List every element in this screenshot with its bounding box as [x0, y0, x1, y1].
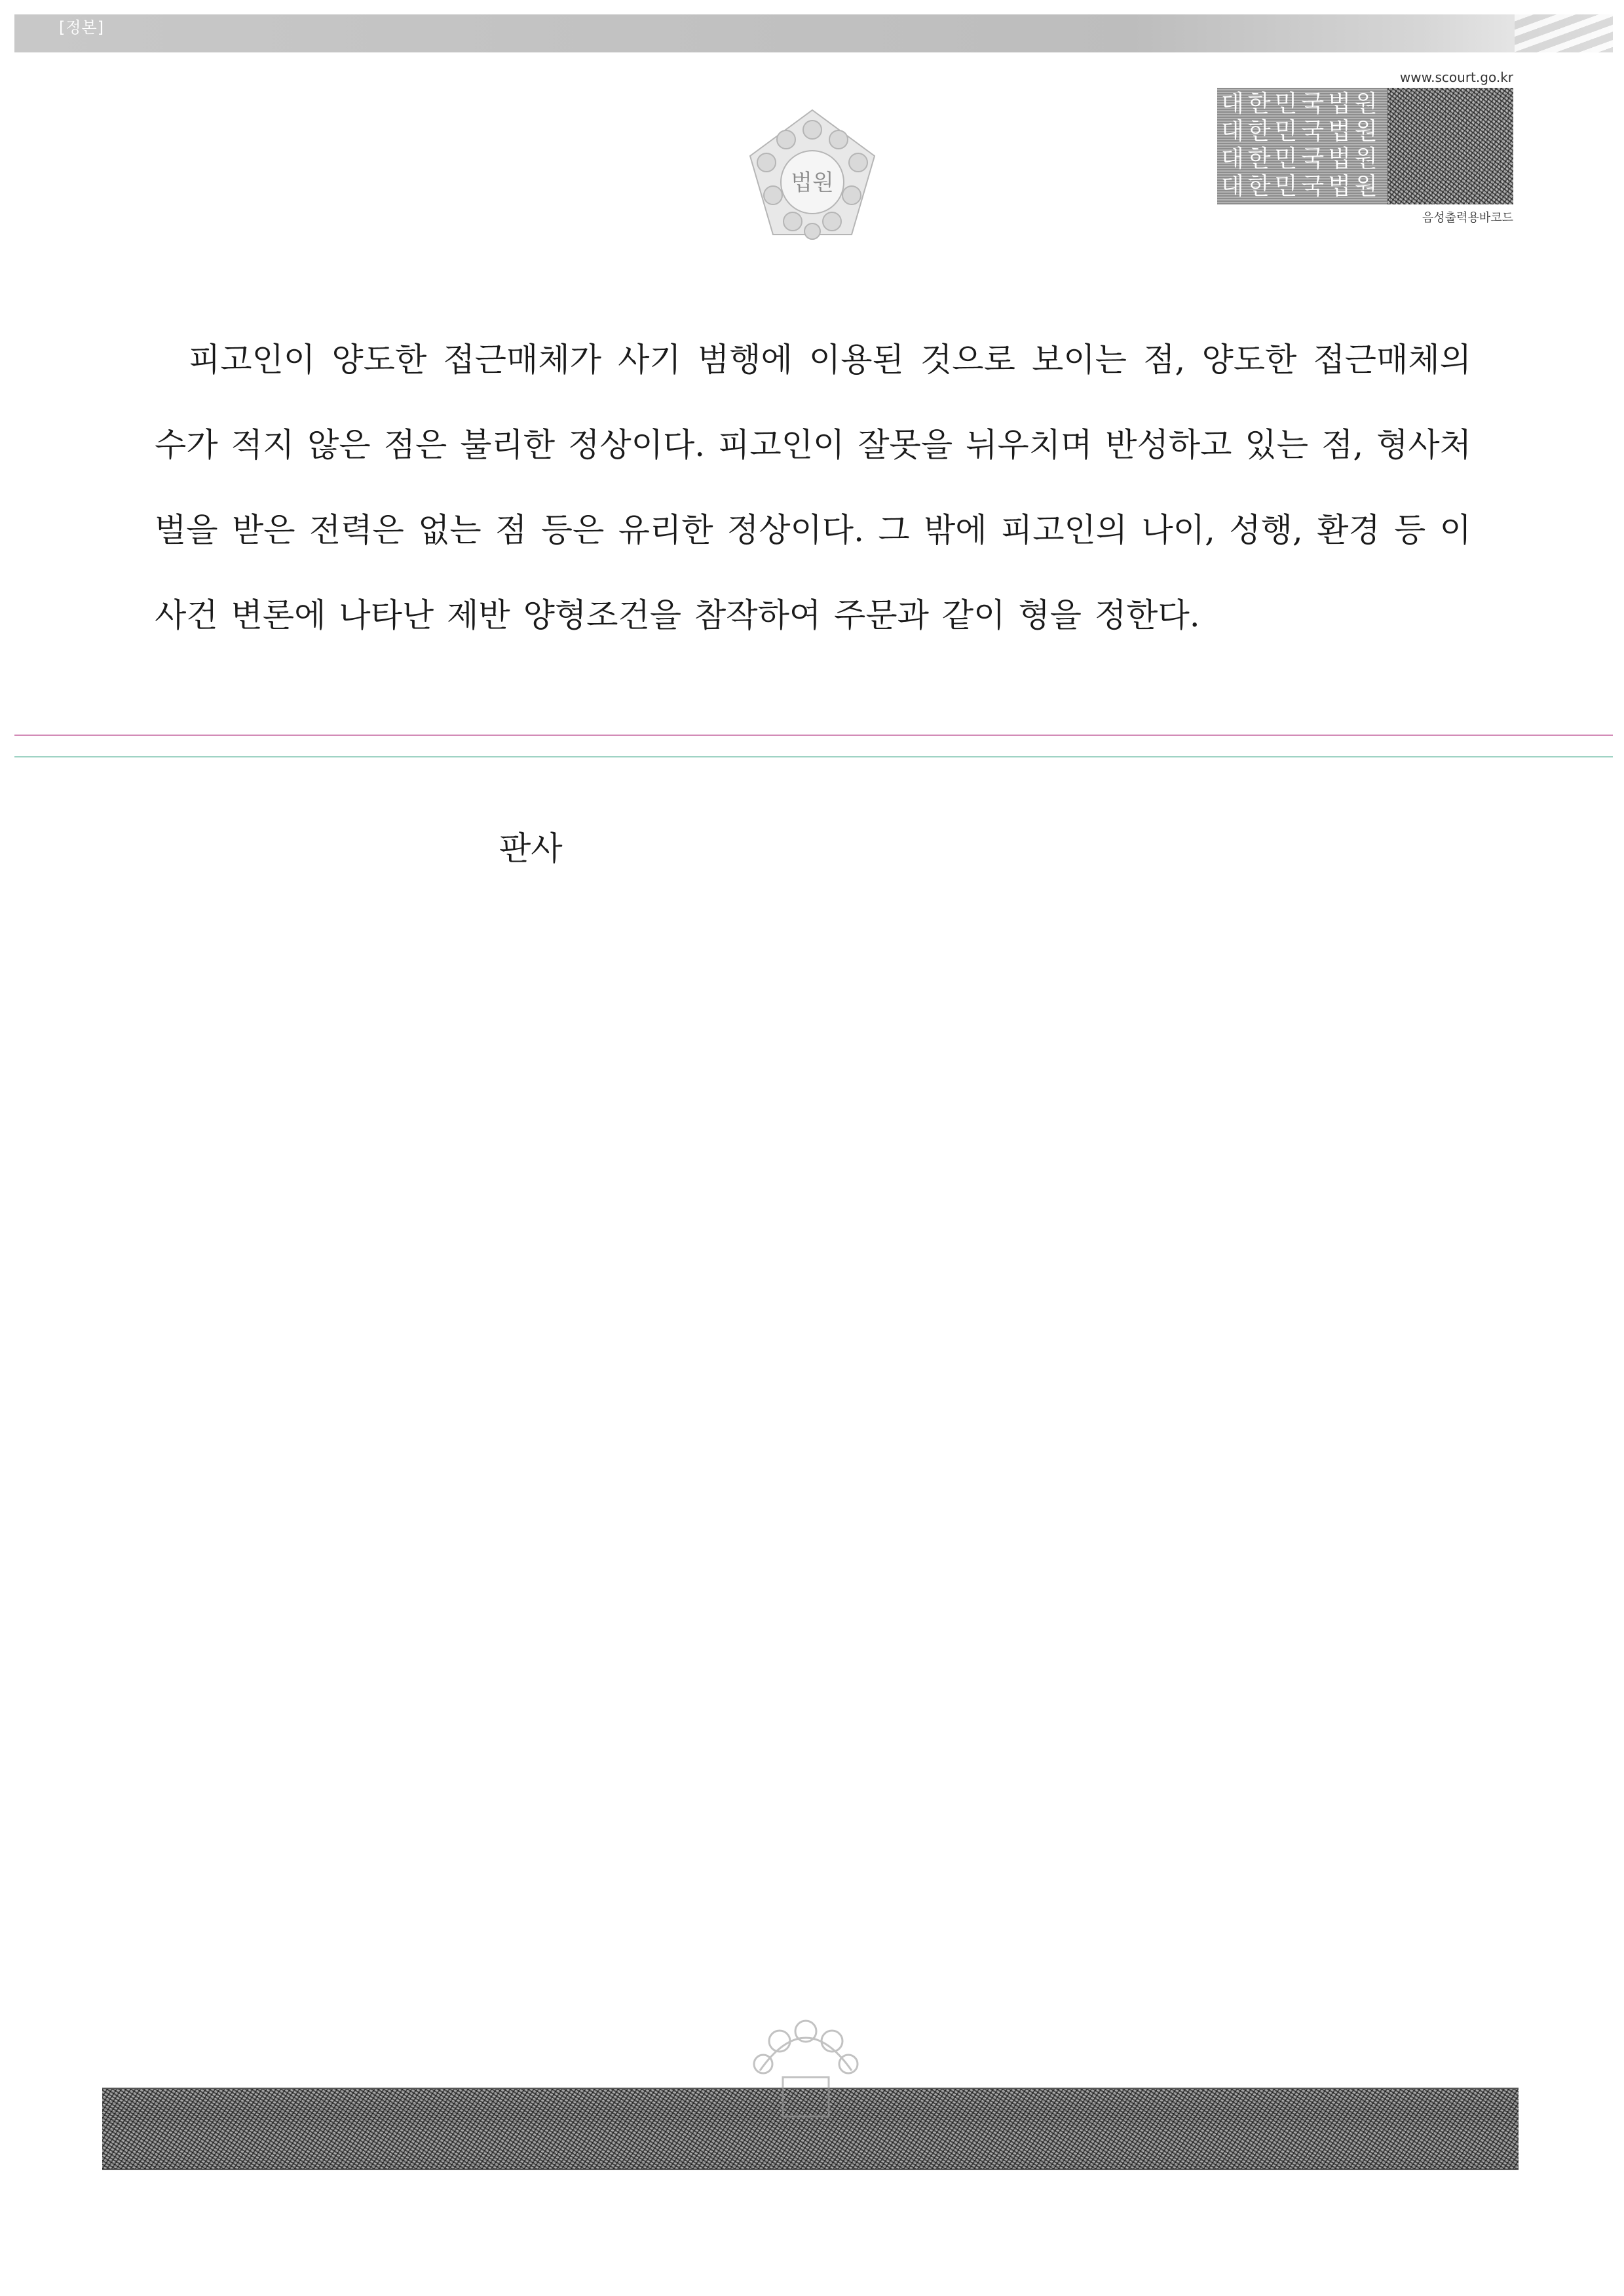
divider-top — [14, 735, 1613, 736]
divider-bottom — [14, 756, 1613, 757]
site-url: www.scourt.go.kr — [1399, 69, 1513, 85]
judge-title: 판사 — [499, 830, 563, 868]
audio-barcode — [1388, 88, 1513, 204]
emblem-label: 법원 — [791, 170, 834, 196]
court-emblem-watermark — [734, 2012, 878, 2143]
court-emblem — [740, 104, 884, 267]
header-band — [14, 14, 1613, 52]
watermark-lines: 대한민국법원 대한민국법원 대한민국법원 대한민국법원 — [1221, 90, 1382, 200]
barcode-caption: 음성출력용바코드 — [1422, 211, 1513, 225]
sentencing-paragraph: 피고인이 양도한 접근매체가 사기 범행에 이용된 것으로 보이는 점, 양도한 접근매체의 수가 적지 않은 점은 불리한 정상이다. 피고인이 잘못을 뉘우치며 반성하고 있는 점, 형사처벌을 받은 전력은 없는 점 등은 유리한 정상이다. 그 밖에 피고인의 나이, 성행, 환경 등 이 사건 변론에 나타난 제반 양형조건을 참작하여 주문과 같이 형을 정한다. — [155, 341, 1471, 634]
certified-copy-mark: [정본] — [59, 18, 105, 37]
